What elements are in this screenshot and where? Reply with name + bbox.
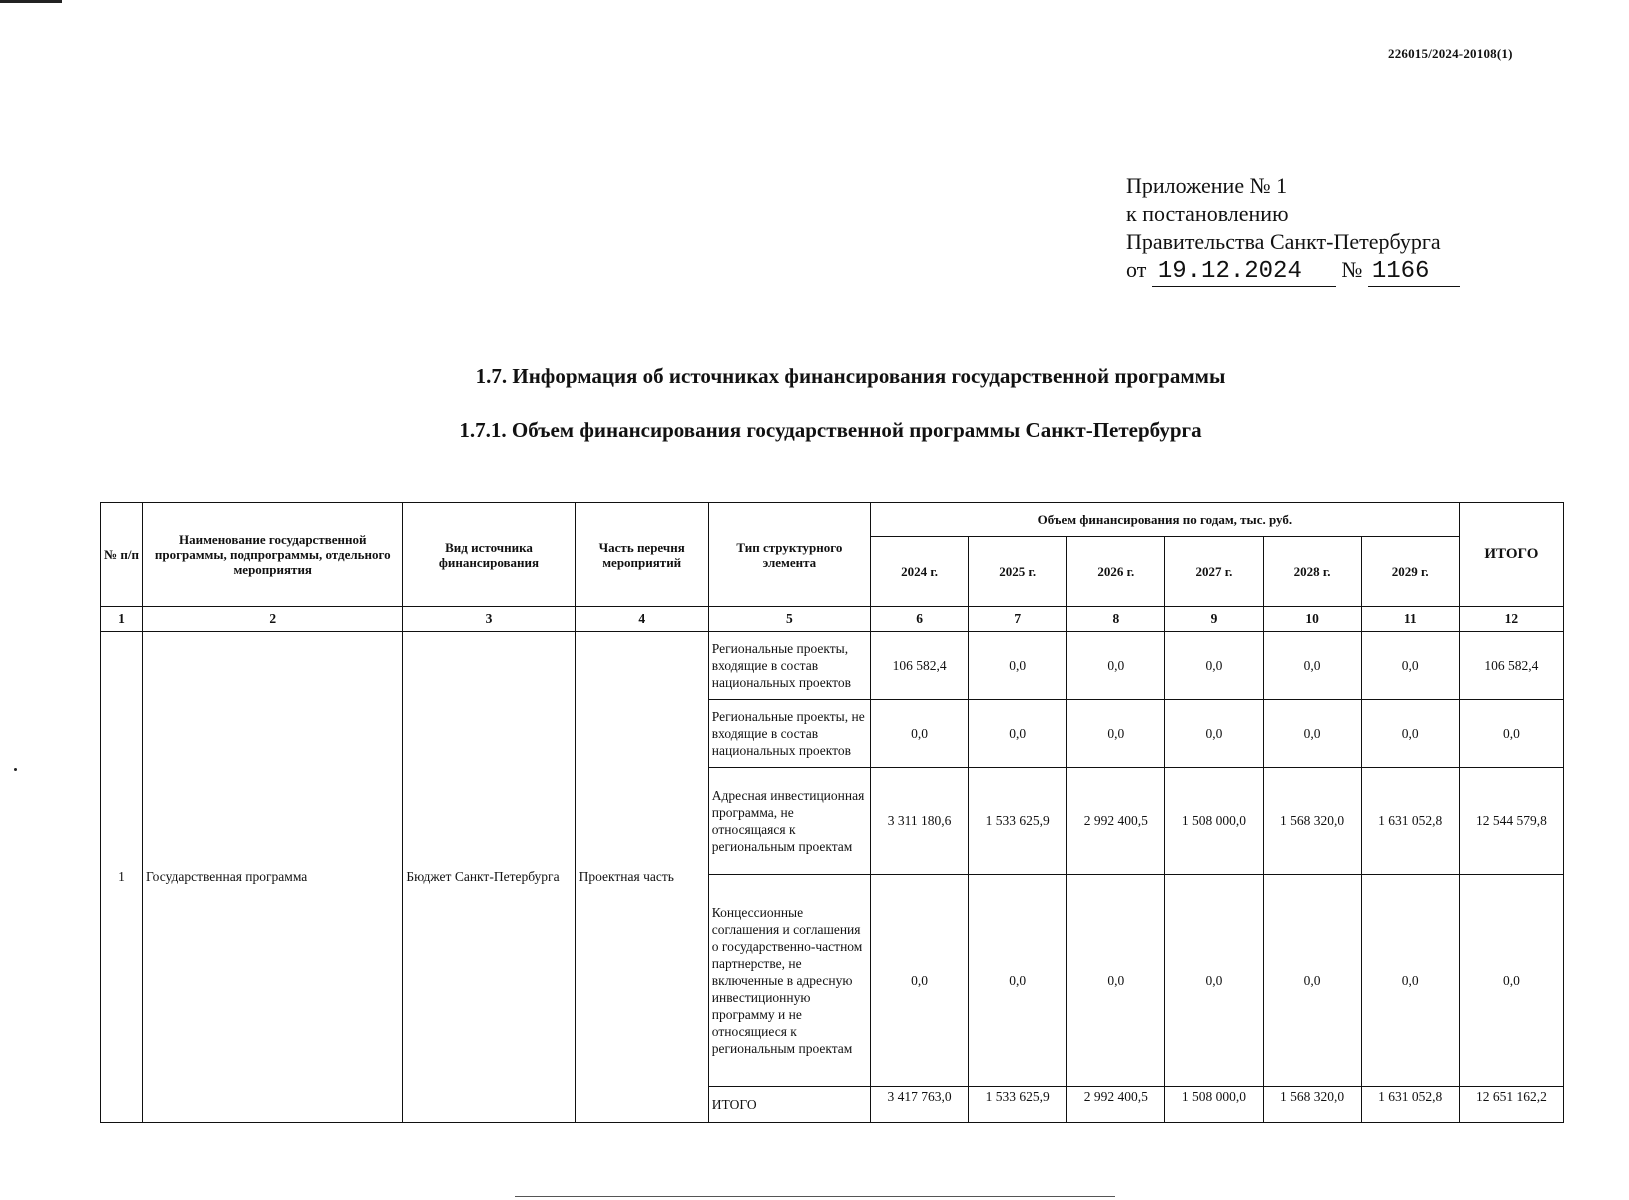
resolution-date: 19.12.2024 [1152, 258, 1336, 287]
column-number-row [101, 607, 1564, 632]
value-cell: 1 631 052,8 [1361, 768, 1459, 875]
total-value-cell: 3 417 763,0 [871, 1087, 969, 1123]
header-volume-group: Объем финансирования по годам, тыс. руб. [871, 503, 1460, 537]
value-cell: 0,0 [969, 700, 1067, 768]
structural-element-type: Региональные проекты, не входящие в состав национальных проектов [708, 700, 870, 768]
value-cell: 0,0 [969, 632, 1067, 700]
value-cell: 0,0 [1361, 632, 1459, 700]
appendix-block [1126, 172, 1460, 287]
column-number: 4 [575, 607, 708, 632]
value-cell: 0,0 [1263, 632, 1361, 700]
column-number: 9 [1165, 607, 1263, 632]
date-prefix: от [1126, 257, 1147, 282]
header-source: Вид источника финансирования [403, 503, 575, 607]
row-total-cell: 0,0 [1459, 700, 1563, 768]
column-number: 5 [708, 607, 870, 632]
row-program-name: Государственная программа [143, 632, 403, 1123]
row-funding-source: Бюджет Санкт-Петербурга [403, 632, 575, 1123]
value-cell: 0,0 [1165, 700, 1263, 768]
row-total-cell: 12 544 579,8 [1459, 768, 1563, 875]
row-total-cell: 0,0 [1459, 875, 1563, 1087]
column-number: 1 [101, 607, 143, 632]
total-value-cell: 1 533 625,9 [969, 1087, 1067, 1123]
value-cell: 0,0 [1067, 875, 1165, 1087]
appendix-date-line [1126, 256, 1460, 287]
value-cell: 0,0 [1165, 632, 1263, 700]
appendix-line-2: к постановлению [1126, 201, 1289, 226]
value-cell: 0,0 [1067, 700, 1165, 768]
header-name: Наименование государственной программы, подпрограммы, отдельного мероприятия [143, 503, 403, 607]
total-value-cell: 1 631 052,8 [1361, 1087, 1459, 1123]
column-number: 6 [871, 607, 969, 632]
column-number: 7 [969, 607, 1067, 632]
value-cell: 3 311 180,6 [871, 768, 969, 875]
total-value-cell: 1 508 000,0 [1165, 1087, 1263, 1123]
column-number: 11 [1361, 607, 1459, 632]
value-cell: 0,0 [1263, 700, 1361, 768]
header-year: 2027 г. [1165, 537, 1263, 607]
column-number: 10 [1263, 607, 1361, 632]
structural-element-type: Региональные проекты, входящие в состав национальных проектов [708, 632, 870, 700]
row-part: Проектная часть [575, 632, 708, 1123]
value-cell: 0,0 [871, 875, 969, 1087]
header-year: 2025 г. [969, 537, 1067, 607]
value-cell: 0,0 [1067, 632, 1165, 700]
row-num: 1 [101, 632, 143, 1123]
header-part: Часть перечня мероприятий [575, 503, 708, 607]
resolution-number: 1166 [1368, 258, 1460, 287]
scan-corner-mark [0, 0, 62, 3]
value-cell: 2 992 400,5 [1067, 768, 1165, 875]
structural-element-type: Концессионные соглашения и соглашения о государственно-частном партнерстве, не включенные в адресную инвестиционную программу и не относящиеся к региональным проектам [708, 875, 870, 1087]
section-heading: 1.7. Информация об источниках финансирования государственной программы [475, 364, 1226, 388]
appendix-line-1: Приложение № 1 [1126, 173, 1288, 198]
column-number: 8 [1067, 607, 1165, 632]
value-cell: 1 533 625,9 [969, 768, 1067, 875]
column-number: 3 [403, 607, 575, 632]
value-cell: 0,0 [1361, 700, 1459, 768]
appendix-line-3: Правительства Санкт-Петербурга [1126, 229, 1441, 254]
value-cell: 1 568 320,0 [1263, 768, 1361, 875]
row-total-cell: 106 582,4 [1459, 632, 1563, 700]
value-cell: 0,0 [969, 875, 1067, 1087]
value-cell: 106 582,4 [871, 632, 969, 700]
total-value-cell: 1 568 320,0 [1263, 1087, 1361, 1123]
header-num: № п/п [101, 503, 143, 607]
header-year: 2028 г. [1263, 537, 1361, 607]
column-number: 2 [143, 607, 403, 632]
value-cell: 0,0 [871, 700, 969, 768]
number-prefix: № [1341, 257, 1363, 282]
footer-divider [515, 1196, 1115, 1197]
scan-dot [14, 768, 17, 771]
value-cell: 0,0 [1263, 875, 1361, 1087]
header-year: 2026 г. [1067, 537, 1165, 607]
header-year: 2024 г. [871, 537, 969, 607]
total-row-label: ИТОГО [708, 1087, 870, 1123]
document-id: 226015/2024-20108(1) [1388, 46, 1513, 61]
table-row [101, 632, 1564, 700]
structural-element-type: Адресная инвестиционная программа, не относящаяся к региональным проектам [708, 768, 870, 875]
value-cell: 1 508 000,0 [1165, 768, 1263, 875]
subsection-heading: 1.7.1. Объем финансирования государственной программы Санкт-Петербурга [459, 418, 1202, 442]
value-cell: 0,0 [1361, 875, 1459, 1087]
financing-table [100, 502, 1564, 1123]
header-type: Тип структурного элемента [708, 503, 870, 607]
grand-total-cell: 12 651 162,2 [1459, 1087, 1563, 1123]
column-number: 12 [1459, 607, 1563, 632]
header-year: 2029 г. [1361, 537, 1459, 607]
value-cell: 0,0 [1165, 875, 1263, 1087]
header-total: ИТОГО [1459, 503, 1563, 607]
total-value-cell: 2 992 400,5 [1067, 1087, 1165, 1123]
